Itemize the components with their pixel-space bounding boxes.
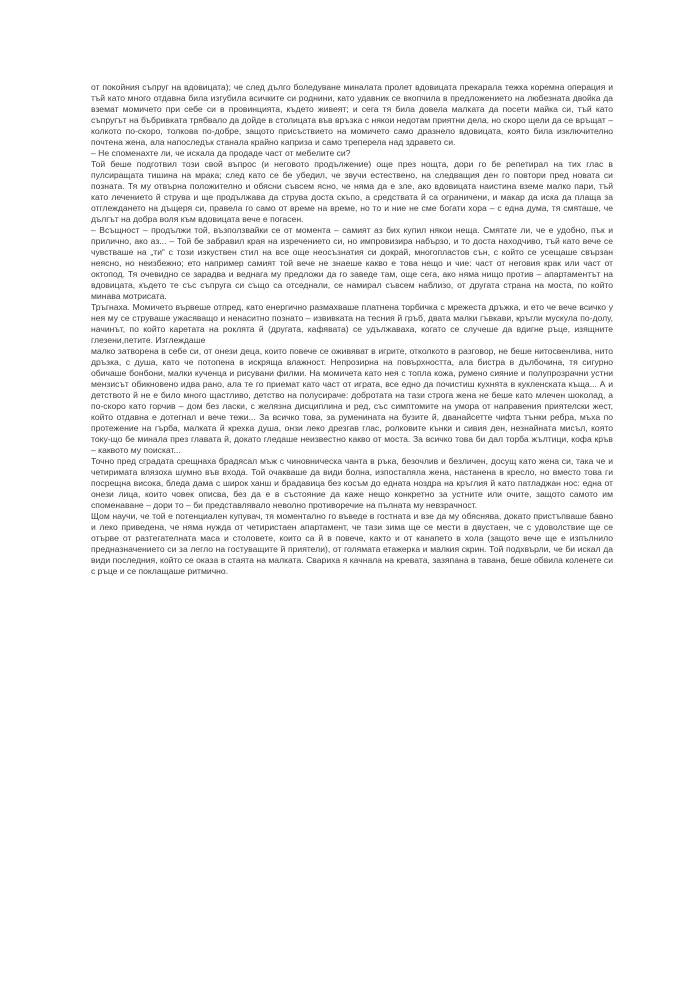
paragraph: – Всъщност – продължи той, възползвайки се от момента – самият аз бих купил някои неща. Смятате ли, че е удобно, пък и прилично, ако аз... – Той бе забравил края на изречението си, но импровизира набързо, и то доста находчиво, тъй като вече се чувстваше на „ти“ с този изкуствен стил на все още неосъзнатия си докрай, многопластов сън, с който се усещаше свързан неясно, но неизбежно; ето например самият той вече не знаеше какво е това нещо и чие: част от неговия крак или част от октопод. Тя очевидно се зарадва и веднага му предложи да го заведе там, още сега, ако няма нищо против – апартаментът на вдовицата, където те със съпруга си също са отседнали, се намирал съвсем наблизо, от другата страна на моста, по който минава мотрисата. bbox=[91, 225, 613, 301]
paragraph: Той беше подготвил този свой въпрос (и неговото продължение) още през нощта, дори го бе репетирал на тих глас в пулсиращата тишина на мрака; след като се бе убедил, че звучи естествено, на следващия ден го повтори пред новата си позната. Тя му отвърна положително и обясни съвсем ясно, че няма да е зле, ако вдовицата наистина вземе малко пари, тъй като лечението й струва и ще продължава да струва доста скъпо, а средствата й са ограничени, и макар да иска да плаща за отглеждането на дъщеря си, правела го само от време на време, но то и ние не сме богати хора – с една дума, тя смяташе, че дългът на добра воля към вдовицата вече е погасен. bbox=[91, 159, 613, 224]
paragraph: Точно пред сградата срещнаха брадясал мъж с чиновническа чанта в ръка, безочлив и безличен, досущ като жена си, така че и четиримата влязоха шумно във входа. Той очакваше да види болна, изпосталяла жена, настанена в кресло, но вместо това ги посрещна висока, бледа дама с широк ханш и брадавица без косъм до едната ноздра на кръглия й като патладжан нос: една от онези лица, които човек описва, без да е в състояние да каже нещо конкретно за устните или очите, защото самото им споменаване – дори то – би представлявало неволно противоречие на пълната му невзрачност. bbox=[91, 456, 613, 510]
paragraph: Щом научи, че той е потенциален купувач, тя моментално го въведе в гостната и взе да му обяснява, докато пристъпваше бавно и леко приведена, че няма нужда от четиристаен апартамент, че тази зима ще се мести в двустаен, че с удоволствие ще се отърве от разтегателната маса и столовете, които са й в повече, както и от канапето в хола (защото вече ще е изпълнило предназначението си за легло на гостуващите й приятели), от голямата етажерка и малкия скрин. Той подхвърли, че би искал да види последния, който се оказа в стаята на малката. Свариха я качнала на кревата, зазяпана в тавана, беше обвила коленете си с ръце и се поклащаше ритмично. bbox=[91, 511, 613, 576]
paragraph: – Не споменахте ли, че искала да продаде част от мебелите си? bbox=[91, 148, 351, 158]
paragraph: от покойния съпруг на вдовицата); че след дълго боледуване миналата пролет вдовицата прекарала тежка коремна операция и тъй като много отдавна била изгубила всичките си роднини, като удавник се вкопчила в предложението на любезната двойка да вземат момичето при себе си в провинцията, където живеят; и сега тя била довела малката да посети майка си, тъй като съпругът на бъбривката трябвало да дойде в столицата във връзка с някои недотам приятни дела, но скоро щели да се връщат – колкото по-скоро, толкова по-добре, защото присъствието на момичето само дразнело вдовицата, която била изключително почтена жена, ала напоследък станала крайно каприза и само треперела над здравето си. bbox=[91, 82, 613, 147]
paragraph: малко затворена в себе си, от онези деца, които повече се оживяват в игрите, отколкото в разговор, не беше нитосвенлива, нито дръзка, с душа, като че потопена в искряща влажност. Непрозирна на повърхността, ала бистра в дълбочина, тя сигурно обичаше бонбони, малки кученца и рисувани филми. На момичета като нея с топла кожа, румено сияние и полупрозрачни устни мензисът обикновено идва рано, ала те го приемат като част от играта, все едно да почистиш кухнята в кукленската къща... А и детството й не е било много щастливо, детство на полусираче: добротата на тази строга жена не беше като млечен шоколад, а по-скоро като горчив – дом без ласки, с желязна дисциплина и ред, със симптомите на умора от направения приятелски жест, който отдавна е дотегнал и вече тежи... За всичко това, за руменината на бузите й, дванайсетте чифта тънки ребра, мъха по протежение на гърба, малката й крехка душа, онзи леко дрезгав глас, ролковите кънки и сивия ден, незнайната мисъл, която току-що бе минала през главата й, докато гледаше неизвестно какво от моста. За всичко това би дал торба жълтици, кофа кръв – каквото му поискат... bbox=[91, 346, 613, 455]
document-body-text bbox=[91, 82, 613, 577]
paragraph: Тръгнаха. Момичето вървеше отпред, като енергично размахваше платнена торбичка с мрежеста дръжка, и ето че вече всичко у нея му се струваше ужасяващо и ненаситно познато – извивката на тесния й гръб, двата малки гъвкави, кръгли мускула по-долу, начинът, по който каретата на роклята й (другата, кафявата) се удължаваха, когато се случеше да вдигне ръце, изящните глезени,петите. Изглеждаше bbox=[91, 302, 613, 345]
